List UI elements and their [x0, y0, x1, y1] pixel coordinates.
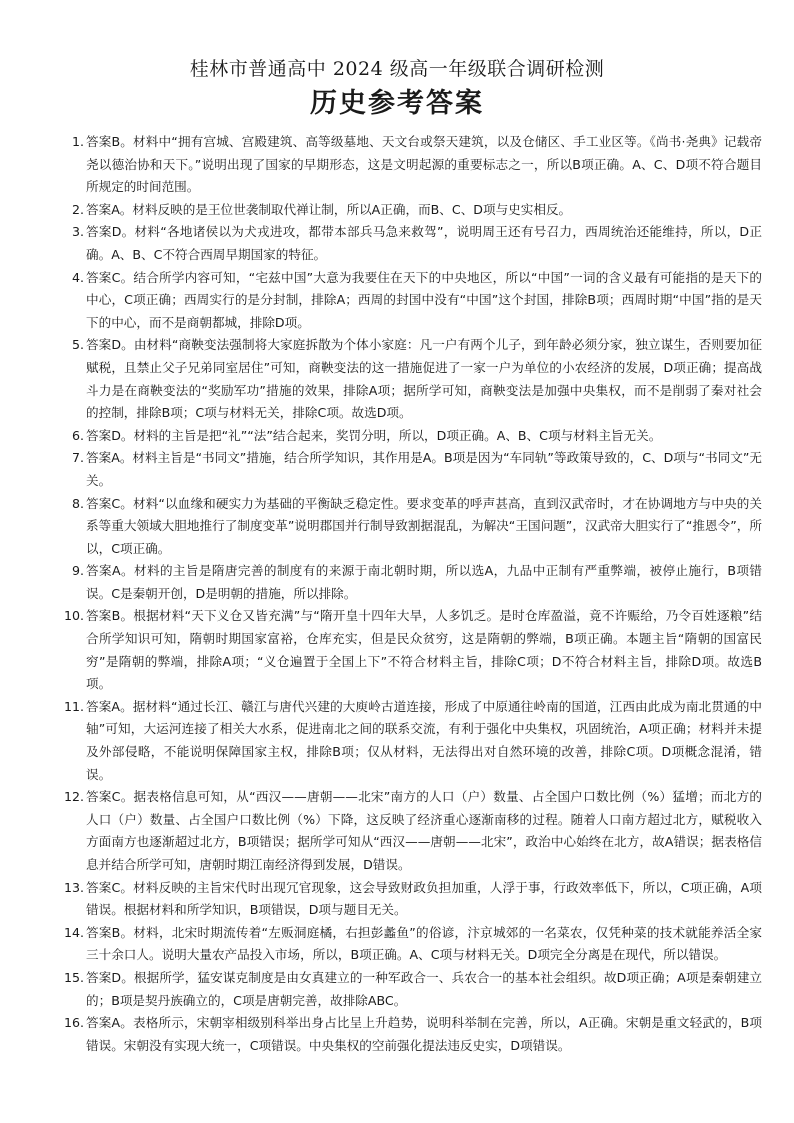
- answer-item: [62, 967, 762, 1012]
- answer-item: [62, 447, 762, 492]
- answer-text: 答案D。根据所学，猛安谋克制度是由女真建立的一种军政合一、兵农合一的基本社会组织。故D项正确；A项是秦朝建立的；B项是契丹族确立的，C项是唐朝完善，故排除ABC。: [86, 969, 762, 1008]
- answer-number: 9.: [71, 563, 84, 579]
- answer-number: 16.: [63, 1015, 84, 1031]
- answer-item: [62, 605, 762, 695]
- answer-text: 答案A。据材料“通过长江、赣江与唐代兴建的大庾岭古道连接，形成了中原通往岭南的国道，江西由此成为南北贯通的中轴”可知，大运河连接了相关大水系，促进南北之间的联系交流，有利于强化中央集权，巩固统治，A项正确；材料并未提及外部侵略，不能说明保障国家主权，排除B项；仅从材料，无法得出对自然环境的改善，排除C项。D项概念混淆，错误。: [86, 698, 762, 782]
- answer-item: [62, 131, 762, 199]
- answer-list: [62, 131, 762, 1057]
- answer-number: 4.: [71, 269, 84, 285]
- answer-number: 7.: [71, 450, 84, 466]
- answer-number: 8.: [71, 495, 84, 511]
- answer-number: 15.: [63, 969, 84, 985]
- answer-number: 11.: [63, 698, 84, 714]
- answer-item: [62, 560, 762, 605]
- answer-text: 答案A。材料反映的是王位世袭制取代禅让制，所以A正确，而B、C、D项与史实相反。: [86, 201, 572, 217]
- answer-text: 答案C。结合所学内容可知，“宅兹中国”大意为我要住在天下的中央地区，所以“中国”一词的含义最有可能指的是天下的中心，C项正确；西周实行的是分封制，排除A；西周的封国中没有“中国”这个封国，排除B项；西周时期“中国”指的是天下的中心，而不是商朝都城，排除D项。: [86, 269, 762, 330]
- answer-item: [62, 199, 762, 222]
- answer-number: 12.: [63, 789, 84, 805]
- answer-item: [62, 334, 762, 424]
- exam-title: 桂林市普通高中 2024 级高一年级联合调研检测: [189, 58, 605, 80]
- answer-number: 14.: [63, 924, 84, 940]
- answer-number: 1.: [71, 134, 84, 149]
- answer-text: 答案C。材料“以血缘和硬实力为基础的平衡缺乏稳定性。要求变革的呼声甚高，直到汉武帝时，才在协调地方与中央的关系等重大领域大胆地推行了制度变革”说明郡国并行制导致割据混乱，为解决“王国问题”，汉武帝大胆实行了“推恩令”，所以，C项正确。: [86, 495, 762, 556]
- answer-number: 5.: [71, 337, 84, 353]
- answer-text: 答案A。表格所示，宋朝宰相级别科举出身占比呈上升趋势，说明科举制在完善，所以，A正确。宋朝是重文轻武的，B项错误。宋朝没有实现大统一，C项错误。中央集权的空前强化提法违反史实，D项错误。: [86, 1015, 762, 1053]
- answer-item: [62, 922, 762, 967]
- answer-item: [62, 221, 762, 266]
- answer-text: 答案D。材料的主旨是把“礼”“法”结合起来，奖罚分明，所以，D项正确。A、B、C项与材料主旨无关。: [86, 427, 662, 443]
- answer-text: 答案B。材料，北宋时期流传着“左贩洞庭橘，右担彭蠡鱼”的俗谚，汴京城郊的一名菜农，仅凭种菜的技术就能养活全家三十余口人。说明大量农产品投入市场，所以，B项正确。A、C项与材料无关。D项完全分离是在现代，所以错误。: [86, 924, 762, 963]
- answer-text: 答案C。材料反映的主旨宋代时出现冗官现象，这会导致财政负担加重，人浮于事，行政效率低下，所以，C项正确，A项错误。根据材料和所学知识，B项错误，D项与题目无关。: [86, 879, 762, 918]
- answer-text: 答案A。材料主旨是“书同文”措施，结合所学知识，其作用是A。B项是因为“车同轨”等政策导致的，C、D项与“书同文”无关。: [86, 450, 762, 488]
- page-title: 历史参考答案: [310, 88, 484, 119]
- answer-item: [62, 267, 762, 335]
- answer-text: 答案B。材料中“拥有宫城、宫殿建筑、高等级墓地、天文台或祭天建筑，以及仓储区、手工业区等。《尚书·尧典》记载帝尧以德治协和天下。”说明出现了国家的早期形态，这是文明起源的重要标志之一，所以B项正确。A、C、D项不符合题目所规定的时间范围。: [86, 134, 762, 195]
- answer-text: 答案D。由材料“商鞅变法强制将大家庭拆散为个体小家庭：凡一户有两个儿子，到年龄必须分家，独立谋生，否则要加征赋税，且禁止父子兄弟同室居住”可知，商鞅变法的这一措施促进了一家一户为单位的小农经济的发展，D项正确；提高战斗力是在商鞅变法的“奖励军功”措施的效果，排除A项；据所学可知，商鞅变法是加强中央集权，而不是削弱了秦对社会的控制，排除B项；C项与材料无关，排除C项。故选D项。: [86, 337, 762, 421]
- answer-item: [62, 425, 762, 448]
- answer-number: 6.: [71, 427, 84, 443]
- answer-text: 答案D。材料“各地诸侯以为犬戎进攻，都带本部兵马急来救驾”，说明周王还有号召力，西周统治还能维持，所以，D正确。A、B、C不符合西周早期国家的特征。: [86, 224, 762, 262]
- answer-text: 答案C。据表格信息可知，从“西汉——唐朝——北宋”南方的人口（户）数量、占全国户口数比例（%）猛增；而北方的人口（户）数量、占全国户口数比例（%）下降，这反映了经济重心逐渐南移的过程。随着人口南方超过北方，赋税收入方面南方也逐渐超过北方，B项错误；据所学可知从“西汉——唐朝——北宋”，政治中心始终在北方，故A错误；据表格信息并结合所学可知，唐朝时期江南经济得到发展，D错误。: [86, 789, 762, 872]
- answer-number: 10.: [63, 608, 84, 624]
- answer-item: [62, 493, 762, 561]
- answer-item: [62, 1012, 762, 1057]
- answer-number: 2.: [71, 201, 84, 217]
- answer-item: [62, 786, 762, 876]
- answer-number: 13.: [63, 879, 84, 895]
- answer-item: [62, 696, 762, 786]
- answer-number: 3.: [71, 224, 84, 240]
- answer-text: 答案A。材料的主旨是隋唐完善的制度有的来源于南北朝时期，所以选A，九品中正制有严重弊端，被停止施行，B项错误。C是秦朝开创，D是明朝的措施，所以排除。: [86, 563, 762, 601]
- answer-item: [62, 877, 762, 922]
- answer-text: 答案B。根据材料“天下义仓又皆充满”与“隋开皇十四年大旱，人多饥乏。是时仓库盈溢，竟不许赈给，乃令百姓逐粮”结合所学知识可知，隋朝时期国家富裕，仓库充实，但是民众贫穷，这是隋朝的弊端，B项正确。本题主旨“隋朝的国富民穷”是隋朝的弊端，排除A项；“义仓遍置于全国上下”不符合材料主旨，排除C项；D不符合材料主旨，排除D项。故选B项。: [86, 608, 762, 692]
